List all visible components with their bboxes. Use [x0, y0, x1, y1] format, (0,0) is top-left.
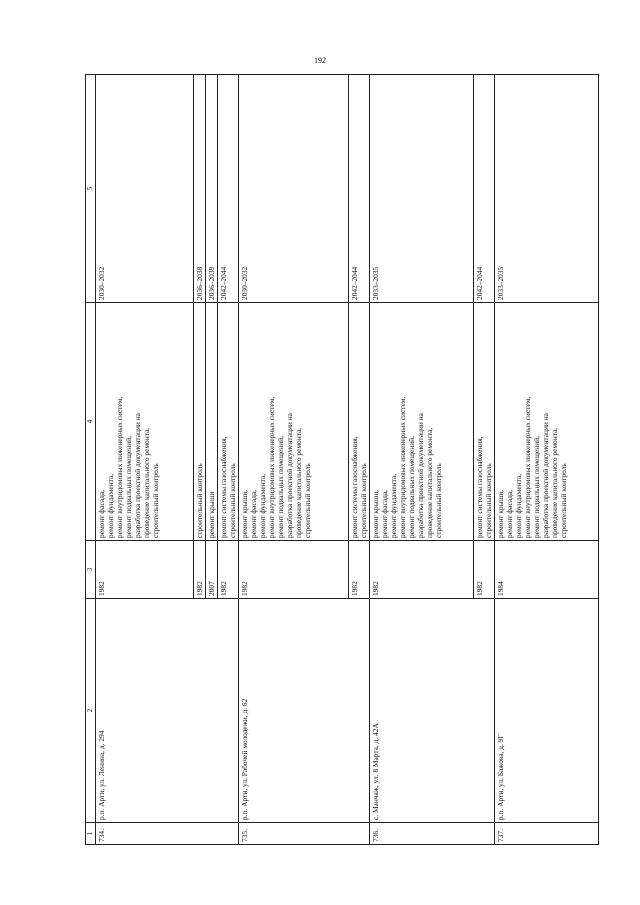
period-cell: 2030–2032	[238, 75, 348, 303]
table-row	[494, 75, 598, 845]
works-cell: ремонт системы газоснабжения, строительный контроль	[217, 303, 238, 541]
document-page	[85, 75, 590, 845]
column-number: 5	[86, 75, 96, 303]
address-cell: р.п. Арти, ул. Бажова, д. 9Г	[494, 599, 598, 823]
year-cell: 1984	[494, 541, 598, 599]
works-cell: ремонт крыши, ремонт фасада, ремонт фундамента, ремонт внутридомовых инженерных систем, ремонт подвальных помещений, разработка проектной документации на проведение капитального ремонта, строительный контроль	[238, 303, 348, 541]
capital-repair-table	[85, 74, 599, 845]
period-cell: 2036–2038	[193, 75, 205, 303]
year-cell: 1982	[193, 541, 205, 599]
address-cell: р.п. Арти, ул. Рабочей молодежи, д. 62	[238, 599, 369, 823]
period-cell: 2042–2044	[473, 75, 494, 303]
table-row	[95, 75, 193, 845]
period-cell: 2030–2032	[95, 75, 193, 303]
period-cell: 2033–2035	[494, 75, 598, 303]
table-row	[369, 75, 473, 845]
works-cell: ремонт крыши, ремонт фасада, ремонт фундамента, ремонт внутридомовых инженерных систем, ремонт подвальных помещений, разработка проектной документации на проведение капитального ремонта, строительный контроль	[494, 303, 598, 541]
works-cell: строительный контроль	[193, 303, 205, 541]
year-cell: 1982	[95, 541, 193, 599]
row-number: 734.	[95, 823, 238, 845]
year-cell: 1982	[348, 541, 369, 599]
row-number: 737.	[494, 823, 598, 845]
period-cell: 2036–2038	[205, 75, 217, 303]
works-cell: ремонт системы газоснабжения, строительный контроль	[473, 303, 494, 541]
period-cell: 2042–2044	[217, 75, 238, 303]
year-cell: 1982	[238, 541, 348, 599]
period-cell: 2042–2044	[348, 75, 369, 303]
year-cell: 1982	[473, 541, 494, 599]
column-number: 4	[86, 303, 96, 541]
works-cell: ремонт системы газоснабжения, строительный контроль	[348, 303, 369, 541]
year-cell: 1982	[217, 541, 238, 599]
column-number-row	[86, 75, 96, 845]
row-number: 735.	[238, 823, 369, 845]
column-number: 1	[86, 823, 96, 845]
page-number: 192	[314, 56, 326, 65]
table-row	[238, 75, 348, 845]
column-number: 3	[86, 541, 96, 599]
column-number: 2	[86, 599, 96, 823]
works-cell: ремонт фасада, ремонт фундамента, ремонт внутридомовых инженерных систем, ремонт подвальных помещений, разработка проектной документации на проведение капитального ремонта, строительный контроль	[95, 303, 193, 541]
year-cell: 1982	[369, 541, 473, 599]
period-cell: 2033–2035	[369, 75, 473, 303]
address-cell: р.п. Арти, ул. Ленина, д. 294	[95, 599, 238, 823]
row-number: 736.	[369, 823, 494, 845]
works-cell: ремонт крыши	[205, 303, 217, 541]
year-cell: 2007	[205, 541, 217, 599]
works-cell: ремонт крыши, ремонт фасада, ремонт фундамента, ремонт внутридомовых инженерных систем, ремонт подвальных помещений, разработка проектной документации на проведение капитального ремонта, строительный контроль	[369, 303, 473, 541]
address-cell: с. Манчаж, ул. 8 Марта, д. 42А	[369, 599, 494, 823]
